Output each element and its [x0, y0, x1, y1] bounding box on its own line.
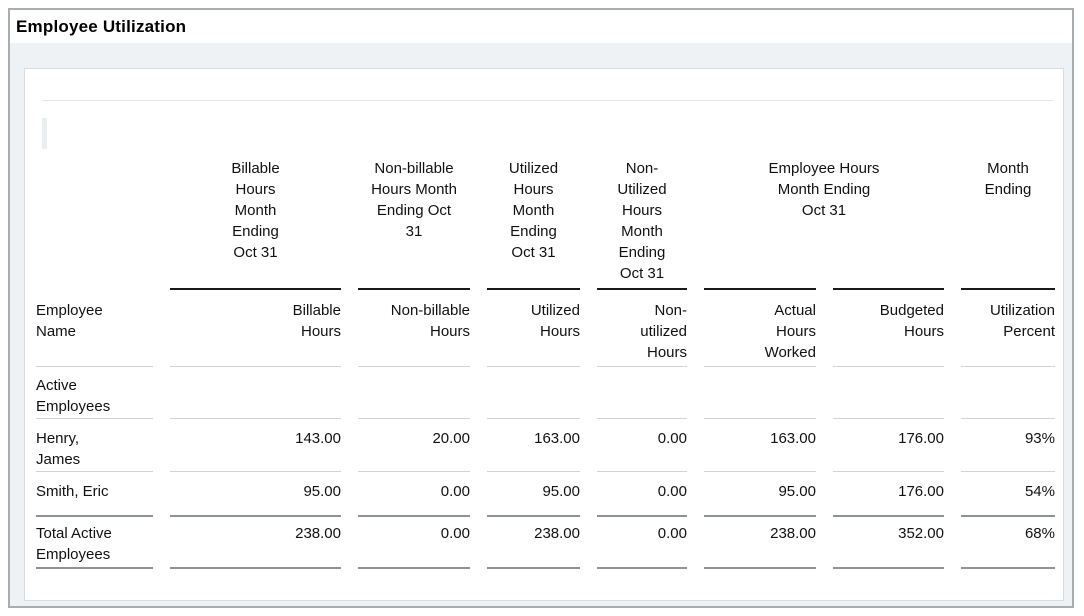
smith-utilization-percent-cell: 54% — [961, 472, 1055, 517]
smith-actual-hours-cell: 95.00 — [704, 472, 816, 517]
henry-nonutilized-hours-cell: 0.00 — [597, 419, 687, 472]
smith-nonbillable-hours-cell: 0.00 — [358, 472, 470, 517]
employee-name-cell — [36, 419, 153, 472]
henry-nonbillable-hours-cell: 20.00 — [358, 419, 470, 472]
total-actual-hours-cell: 238.00 — [704, 517, 816, 569]
group-header-nonutilized-hours — [597, 151, 687, 288]
total-billable-hours-cell: 238.00 — [170, 517, 341, 569]
smith-billable-hours-cell: 95.00 — [170, 472, 341, 517]
column-header-nonutilized-hours-label: Non-utilized Hours — [640, 302, 687, 361]
smith-budgeted-hours-cell: 176.00 — [833, 472, 944, 517]
empty-cell — [597, 367, 687, 419]
column-header-billable-hours-label: Billable Hours — [292, 302, 341, 340]
group-header-billable-hours-label: Billable Hours Month Ending Oct 31 — [231, 160, 280, 261]
total-row-label-text: Total Active Employees — [36, 525, 112, 563]
total-row-label — [36, 517, 153, 569]
column-header-budgeted-hours-label: Budgeted Hours — [879, 302, 944, 340]
group-header-employee-hours-label: Employee Hours Month Ending Oct 31 — [768, 160, 880, 219]
column-header-actual-hours-worked-label: Actual Hours Worked — [764, 302, 816, 361]
column-header-nonutilized-hours — [597, 292, 687, 367]
total-nonbillable-hours-cell: 0.00 — [358, 517, 470, 569]
group-header-billable-hours — [170, 151, 341, 288]
group-header-employee-hours — [704, 151, 944, 288]
empty-cell — [833, 367, 944, 419]
row-label-active-employees — [36, 367, 153, 419]
group-header-month-ending — [961, 151, 1055, 288]
group-header-nonbillable-hours — [358, 151, 470, 288]
column-header-utilized-hours — [487, 292, 580, 367]
title-bar — [10, 10, 1072, 43]
smith-nonutilized-hours-cell: 0.00 — [597, 472, 687, 517]
empty-cell — [487, 367, 580, 419]
column-header-utilization-percent — [961, 292, 1055, 367]
column-header-utilization-percent-label: Utilization Percent — [989, 302, 1055, 340]
group-header-utilized-hours-label: Utilized Hours Month Ending Oct 31 — [508, 160, 559, 261]
table-left-gutter-strip — [42, 118, 47, 149]
page-title: Employee Utilization — [16, 16, 187, 36]
column-header-nonbillable-hours — [358, 292, 470, 367]
column-header-utilized-hours-label: Utilized Hours — [530, 302, 580, 340]
employee-name-text: Henry, James — [36, 430, 81, 468]
report-top-divider — [42, 100, 1053, 101]
column-header-employee-name — [36, 292, 153, 367]
henry-actual-hours-cell: 163.00 — [704, 419, 816, 472]
total-utilization-percent-cell: 68% — [961, 517, 1055, 569]
group-header-nonbillable-hours-label: Non-billable Hours Month Ending Oct 31 — [371, 160, 457, 240]
report-card — [24, 68, 1064, 601]
row-label-active-employees-text: Active Employees — [36, 377, 111, 415]
column-header-budgeted-hours — [833, 292, 944, 367]
total-budgeted-hours-cell: 352.00 — [833, 517, 944, 569]
empty-cell — [170, 367, 341, 419]
empty-cell — [358, 367, 470, 419]
henry-billable-hours-cell: 143.00 — [170, 419, 341, 472]
group-header-utilized-hours — [487, 151, 580, 288]
column-header-employee-name-label: Employee Name — [36, 302, 103, 340]
empty-cell — [961, 367, 1055, 419]
employee-name-cell — [36, 472, 153, 517]
group-header-empty — [36, 151, 153, 288]
henry-utilized-hours-cell: 163.00 — [487, 419, 580, 472]
utilization-table — [36, 151, 1063, 569]
total-utilized-hours-cell: 238.00 — [487, 517, 580, 569]
total-nonutilized-hours-cell: 0.00 — [597, 517, 687, 569]
henry-utilization-percent-cell: 93% — [961, 419, 1055, 472]
group-header-nonutilized-hours-label: Non-Utilized Hours Month Ending Oct 31 — [617, 160, 667, 282]
smith-utilized-hours-cell: 95.00 — [487, 472, 580, 517]
employee-name-text: Smith, Eric — [36, 483, 109, 500]
henry-budgeted-hours-cell: 176.00 — [833, 419, 944, 472]
column-header-nonbillable-hours-label: Non-billable Hours — [390, 302, 470, 340]
empty-cell — [704, 367, 816, 419]
column-header-billable-hours — [170, 292, 341, 367]
group-header-month-ending-label: Month Ending — [984, 160, 1032, 198]
column-header-actual-hours-worked — [704, 292, 816, 367]
report-window — [8, 8, 1074, 608]
